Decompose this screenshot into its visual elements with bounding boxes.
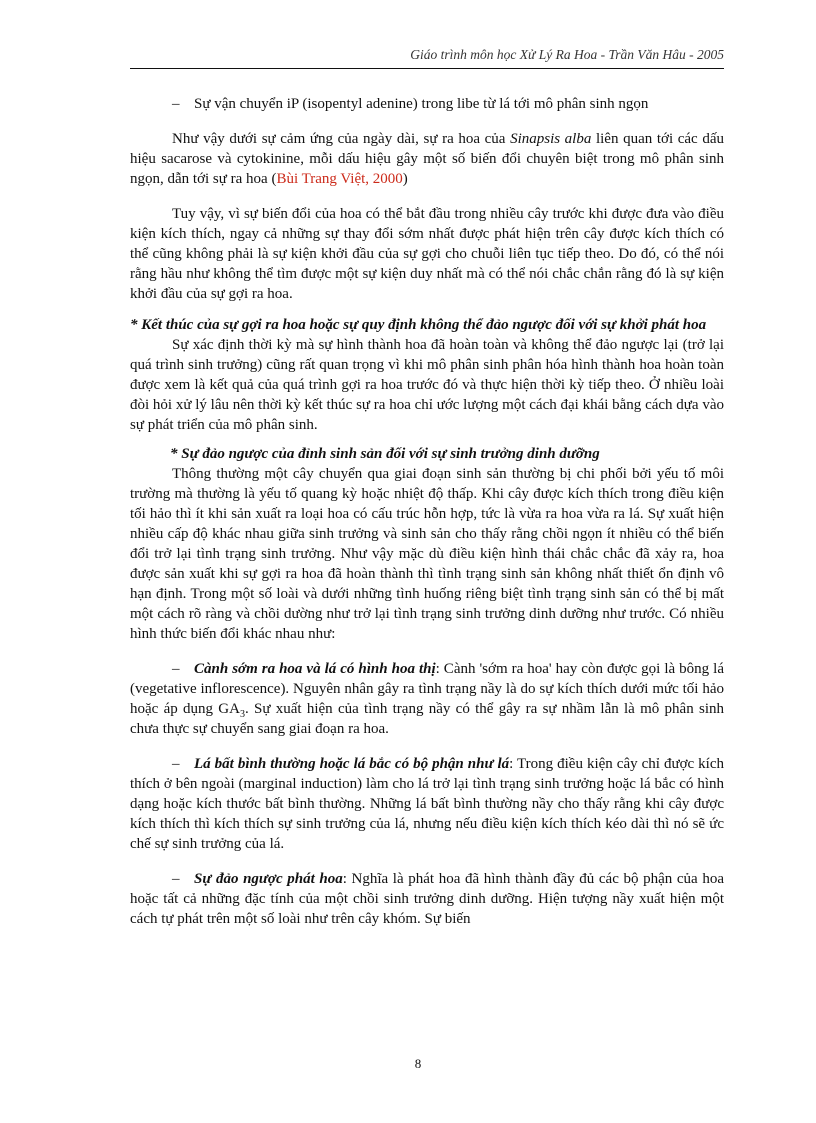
paragraph-1-before: Như vậy dưới sự cảm ứng của ngày dài, sự ra hoa của <box>172 131 511 147</box>
paragraph-3: Sự xác định thời kỳ mà sự hình thành hoa đã hoàn toàn và không thể đảo ngược lại (trở lại quá trình sinh trưởng) cũng rất quan trọng vì khi mô phân sinh phân hóa hình thành hoa hoàn toàn được xem là kết quả của quá trình gợi ra hoa trước đó và thực hiện thời kỳ tiếp theo. Ở nhiều loài đòi hỏi xử lý lâu nên thời kỳ kết thúc sự ra hoa chỉ ước lượng một cách đại khái bằng cách dựa vào sự phát triển của mô phân sinh. <box>130 337 724 433</box>
list-item-1-text: : Cành 'sớm ra hoa' hay còn được gọi là bông lá (vegetative inflorescence). Nguyên nhân gây ra tình trạng nầy là do sự kích thích dưới mức tối hảo hoặc áp dụng GA <box>130 661 724 717</box>
running-header: Giáo trình môn học Xử Lý Ra Hoa - Trần Văn Hâu - 2005 <box>410 47 724 62</box>
dash-bullet: – <box>172 96 180 112</box>
dash-bullet: – <box>172 756 180 772</box>
list-item-2-text: : Trong điều kiện cây chỉ được kích thích ở bên ngoài (marginal induction) làm cho lá trở lại tình trạng sinh trưởng hoặc lá bắc có hình dạng hoặc kích thước bất bình thường. Những lá bất bình thường nầy cho thấy rằng khi cây được kích thích thì kích thích sự sinh trưởng của lá, nhưng nếu điều kiện kích thích kéo dài thì nó sẽ ức chế sự sinh trưởng của lá. <box>130 756 724 852</box>
list-item-1-text-end: . Sự xuất hiện của tình trạng nầy có thể gây ra sự nhầm lẫn là mô phân sinh chưa thực sự chuyển sang giai đoạn ra hoa. <box>130 701 724 737</box>
citation-link[interactable]: Bùi Trang Việt, 2000 <box>276 171 403 187</box>
list-item-1 <box>130 659 724 739</box>
paragraph-2: Tuy vậy, vì sự biến đổi của hoa có thể bắt đầu trong nhiều cây trước khi được đưa vào điều kiện kích thích, ngay cả những sự thay đổi sớm nhất được phát hiện trên cây được kích thích có thể cũng không phải là sự kiện khởi đầu của sự gợi cho chuỗi liên tục tiếp theo. Do đó, có thể nói rằng hầu như không thể tìm được một sự kiện duy nhất mà có thể nói chắc chắn rằng đó là sự kiện khởi đầu của sự gợi ra hoa. <box>130 206 724 302</box>
paragraph-1 <box>130 129 724 189</box>
subscript-3: 3 <box>239 709 245 720</box>
list-item-3-term: Sự đảo ngược phát hoa <box>194 871 343 887</box>
paragraph-1-after: liên quan tới các dấu hiệu sacarose và cytokinine, mỗi dấu hiệu gây một số biến đổi chuyên biệt trong mô phân sinh ngọn, dẫn tới sự ra hoa ( <box>130 131 724 187</box>
section-heading-2: * Sự đảo ngược của đỉnh sinh sản đối với sự sinh trưởng dinh dưỡng <box>170 446 600 462</box>
dash-bullet: – <box>172 871 180 887</box>
intro-bullet-item <box>130 94 724 114</box>
list-item-3 <box>130 869 724 929</box>
list-item-3-text: : Nghĩa là phát hoa đã hình thành đầy đủ các bộ phận của hoa hoặc tất cả những đặc tính của một chồi sinh trưởng dinh dưỡng. Hiện tượng nầy xuất hiện một cách tự phát trên một số loài như trên cây khóm. Sự biến <box>130 871 725 927</box>
paragraph-1-end: ) <box>402 171 408 187</box>
list-item-2 <box>130 754 724 854</box>
dash-bullet: – <box>172 661 180 677</box>
list-item-1-term: Cành sớm ra hoa và lá có hình hoa thị <box>194 661 436 677</box>
header-divider <box>130 68 724 69</box>
page-number: 8 <box>414 1056 422 1071</box>
page-body <box>130 94 724 929</box>
section-heading-1: * Kết thúc của sự gợi ra hoa hoặc sự quy định không thể đảo ngược đối với sự khởi phát hoa <box>130 317 707 333</box>
species-name: Sinapsis alba <box>510 131 592 147</box>
paragraph-4: Thông thường một cây chuyển qua giai đoạn sinh sản thường bị chi phối bởi yếu tố môi trường mà thường là yếu tố quang kỳ hoặc nhiệt độ thấp. Khi cây được kích thích trong điều kiện tối hảo thì ít khi sản xuất ra loại hoa có cấu trúc hỗn hợp, tức là vừa ra hoa vừa ra lá. Sự xuất hiện nhiều cấp độ khác nhau giữa sinh trưởng và sinh sản cho thấy rằng chồi ngọn ít nhiều có thể biến đổi trở lại tình trạng sinh trưởng. Như vậy mặc dù điều kiện hình thái chắc chắc đã xảy ra, hoa được sản xuất khi sự gợi ra hoa đã hoàn thành thì tình trạng sinh sản không nhất thiết ổn định vô hạn định. Trong một số loài và dưới những tình huống riêng biệt tình trạng sinh sản có thể bị mất một cách rõ ràng và chồi dường như trở lại tình trạng sinh trưởng dinh dưỡng như trước. Có nhiều hình thức biến đổi khác nhau như: <box>130 466 724 642</box>
intro-bullet-text: Sự vận chuyển iP (isopentyl adenine) trong libe từ lá tới mô phân sinh ngọn <box>194 96 649 112</box>
list-item-2-term: Lá bất bình thường hoặc lá bắc có bộ phận như lá <box>194 756 510 772</box>
